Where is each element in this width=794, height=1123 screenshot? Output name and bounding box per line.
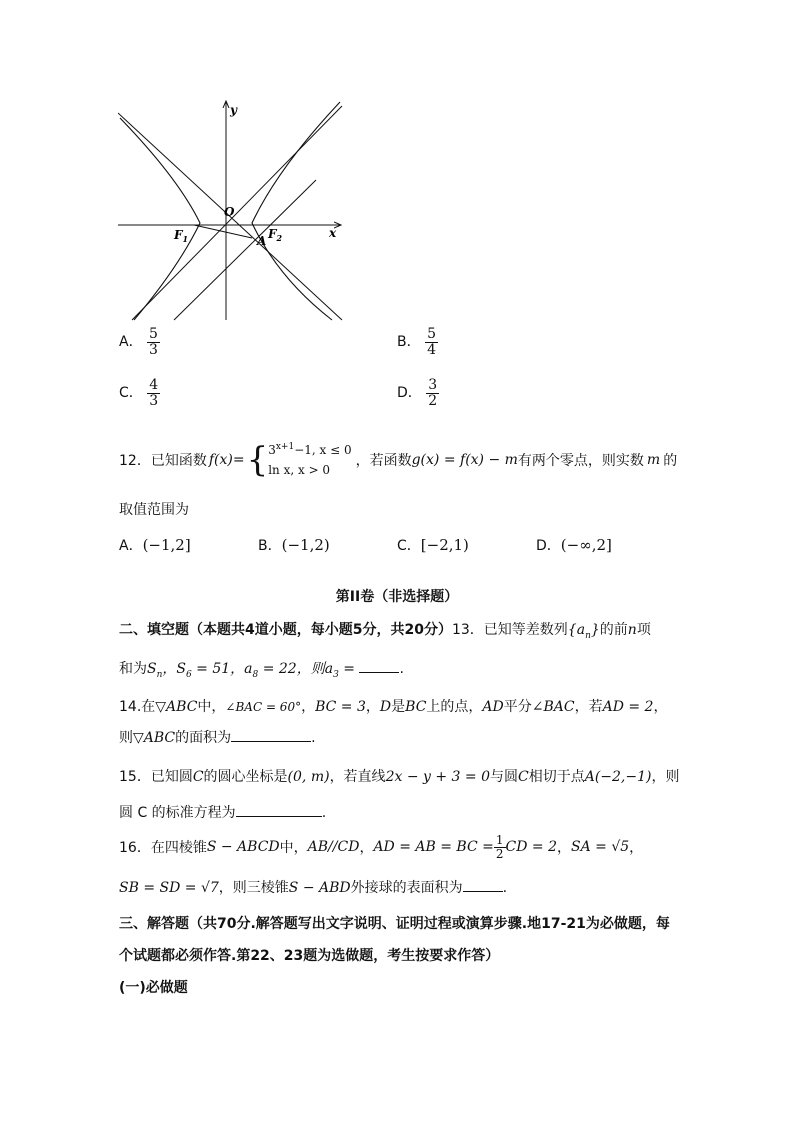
q12-option-d[interactable]: D．(−∞,2] [536, 536, 612, 554]
q13-line2: 和为$S_n$，$S_6 = 51$，$a_8 = 22$，则$a_3$ = . [119, 661, 404, 680]
q14-line2: 则▽ABC的面积为 . [119, 730, 316, 746]
option-letter: B． [397, 334, 421, 351]
brace: { [246, 440, 269, 480]
q12-stem: 12．已知函数 f(x)= { $3^{x+1}-1$, x ≤ 0 ln x, x > 0 ，若函数 g(x) = f(x) − m 有两个零点，则实数 m 的 [119, 440, 678, 480]
q11-option-d[interactable] [397, 378, 439, 408]
solve-heading-line1: 三、解答题（共70分.解答题写出文字说明、证明过程或演算步骤.地17-21为必做题，每 [119, 916, 670, 932]
q11-option-a[interactable] [119, 327, 160, 357]
q11-option-c[interactable] [119, 378, 160, 408]
asymptote-2 [132, 106, 342, 320]
solve-heading-line2: 个试题都必须作答.第22、23题为选做题，考生按要求作答） [119, 948, 500, 964]
answer-blank[interactable] [236, 804, 322, 817]
fraction: $\frac{4}{3}$ [149, 377, 159, 409]
option-letter: A． [119, 334, 143, 351]
q15-line2: 圆 C 的标准方程为 . [119, 805, 327, 821]
section-title: 第II卷（非选择题） [335, 589, 459, 605]
label-x: x [329, 226, 337, 240]
fraction: $\frac{5}{3}$ [149, 326, 158, 358]
answer-blank[interactable] [359, 660, 399, 673]
fraction: $\frac{3}{2}$ [428, 377, 438, 409]
answer-blank[interactable] [231, 729, 311, 742]
option-letter: C． [119, 385, 143, 402]
hyperbola-right-branch [252, 102, 340, 320]
line-through-a [174, 180, 316, 320]
label-f1: $F_1$ [174, 228, 189, 244]
required-heading: (一)必做题 [119, 980, 188, 996]
label-y: y [230, 103, 237, 117]
q12-option-b[interactable]: B．(−1,2) [258, 536, 330, 554]
answer-blank[interactable] [463, 879, 503, 892]
fraction: $\frac{5}{4}$ [427, 326, 436, 358]
fraction: $\frac{1}{2}$ [495, 832, 504, 861]
q15-line1: 15．已知圆C的圆心坐标是(0, m)，若直线2x − y + 3 = 0与圆C相切于点A(−2,−1)，则 [119, 769, 680, 785]
option-letter: D． [397, 385, 422, 402]
label-o: O [224, 205, 235, 219]
q12-option-c[interactable]: C．[−2,1) [397, 536, 469, 554]
label-a: A [257, 234, 267, 248]
label-f2: $F_2$ [268, 227, 283, 243]
q12-stem-line2: 取值范围为 [119, 502, 189, 518]
q14-line1: 14.在▽ABC中，∠BAC = 60°，BC = 3，D是BC上的点，AD平分∠BAC，若AD = 2， [119, 699, 668, 715]
q16-line2: SB = SD = √7，则三棱锥S − ABD外接球的表面积为 . [119, 880, 508, 896]
fill-heading: 二、填空题（本题共4道小题，每小题5分，共20分） [119, 622, 452, 638]
hyperbola-figure [118, 98, 348, 323]
q16-line1: 16．在四棱锥 S − ABCD 中， AB//CD ， AD = AB = BC = $\frac{1}{2}$ CD = 2 ， SA = √5 ， [119, 832, 644, 861]
q11-option-b[interactable] [397, 327, 438, 357]
piecewise-cases: $3^{x+1}-1$, x ≤ 0 ln x, x > 0 [268, 442, 352, 477]
q13-line1: 二、填空题（本题共4道小题，每小题5分，共20分）13．已知等差数列$\{a_n\}$的前n项 [119, 622, 651, 641]
hyperbola-left-branch [120, 118, 200, 320]
q12-option-a[interactable]: A．(−1,2] [119, 536, 191, 554]
